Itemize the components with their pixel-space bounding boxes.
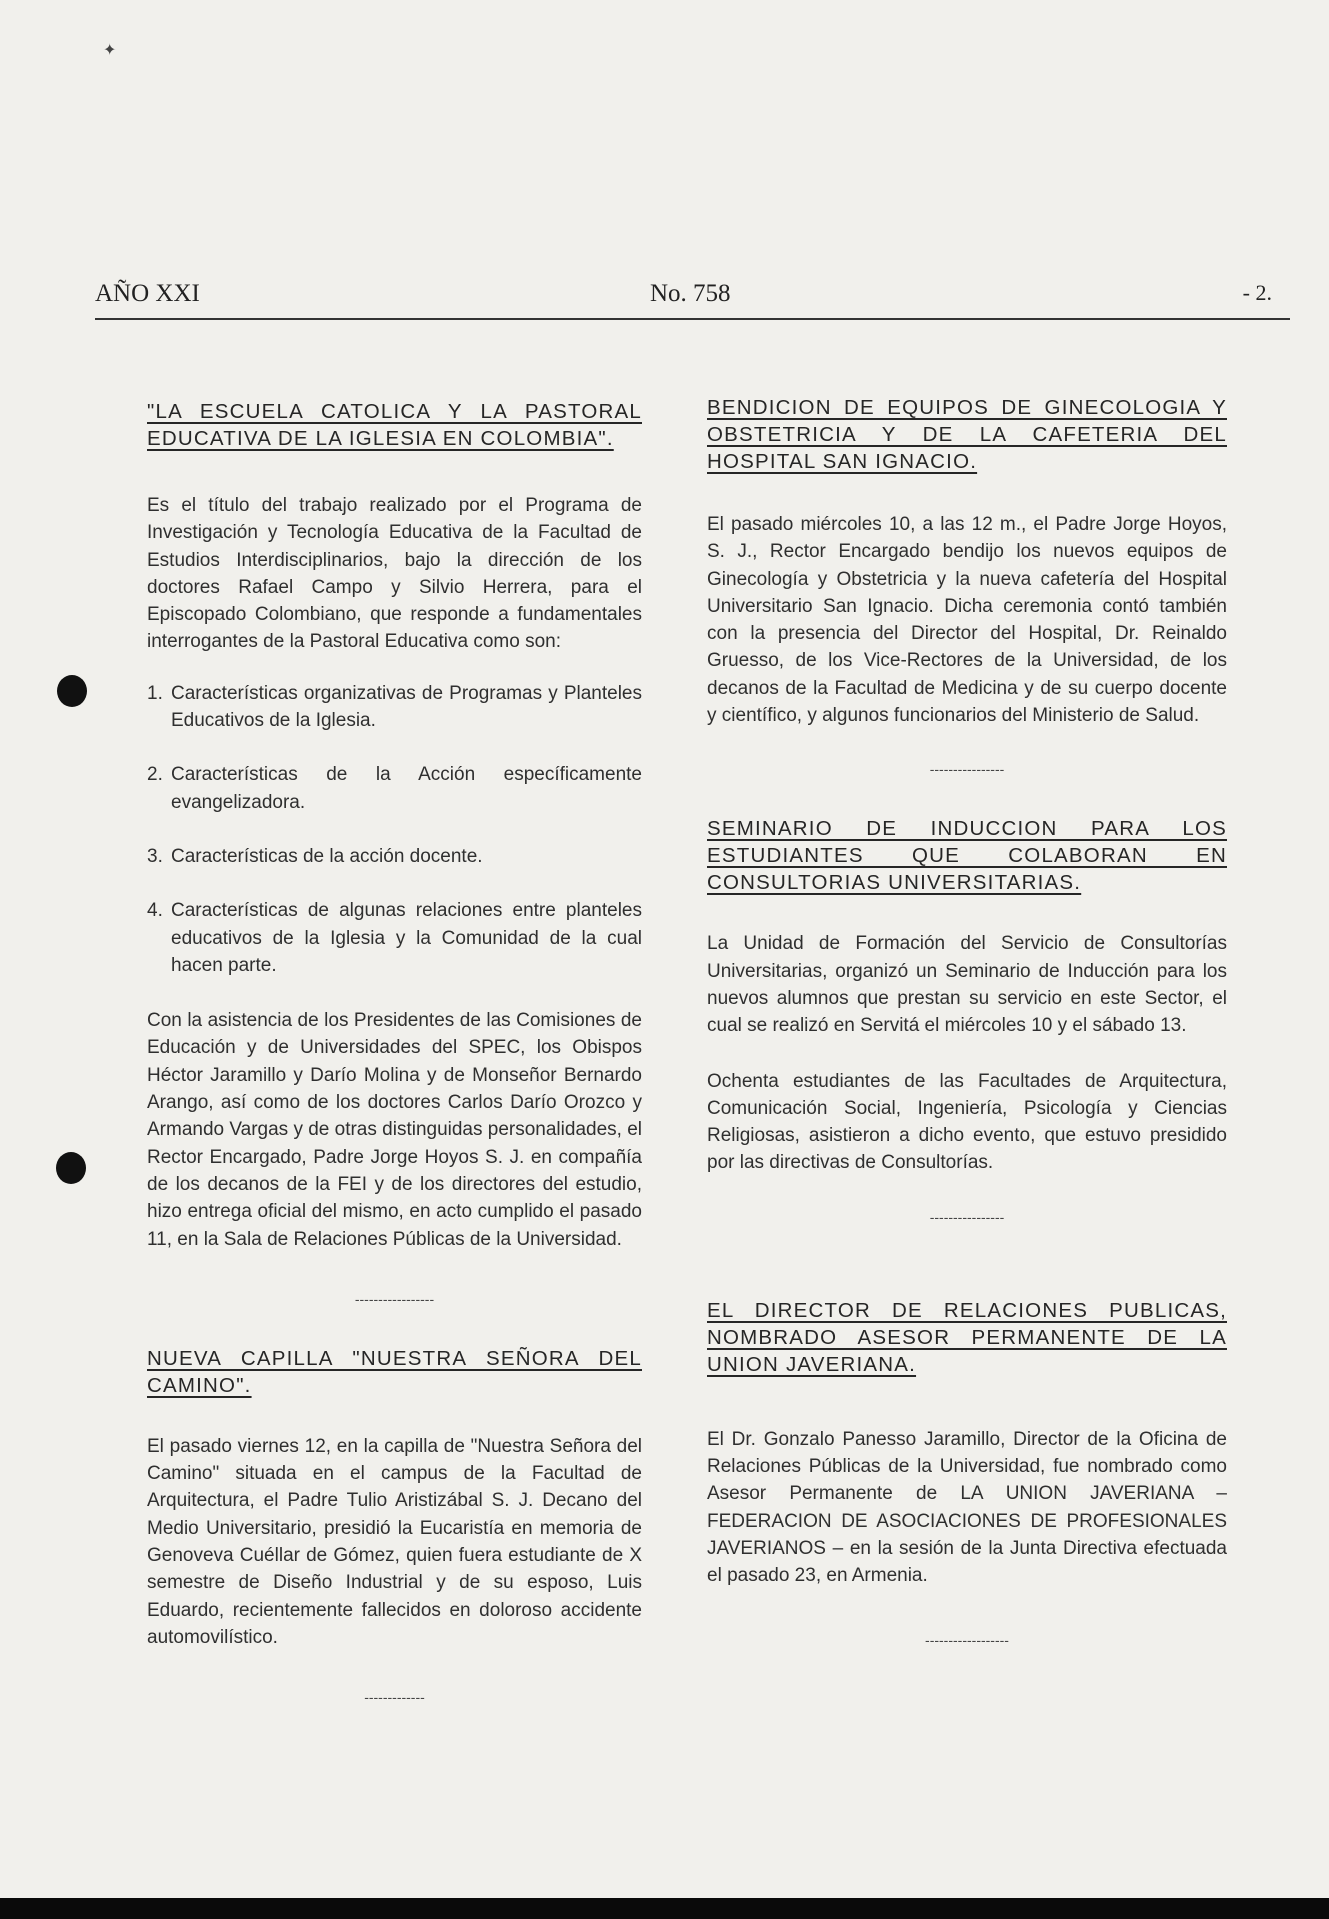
article-body-nueva-capilla: El pasado viernes 12, en la capilla de "Nuestra Señora del Camino" situada en el campus de la Facultad de Arquitectura, el Padre Tulio Aristizábal S. J. Decano del Medio Universitario, presidió la Eucaristía en memoria de Genoveva Cuéllar de Gómez, quien fuera estudiante de X semestre de Diseño Industrial y de su esposo, Luis Eduardo, recientemente fallecidos en doloroso accidente automovilístico. (147, 1435, 642, 1648)
article-body-seminario-induccion-1: La Unidad de Formación del Servicio de Consultorías Universitarias, organizó un Seminario de Inducción para los nuevos alumnos que prestan su servicio en este Sector, el cual se realizó en Servitá el miércoles 10 y el sábado 13. (707, 933, 1227, 1037)
list-item: 4. Características de algunas relaciones entre planteles educativos de la Iglesia y la Comunidad de la cual hacen parte. (147, 900, 642, 976)
list-item: 2. Características de la Acción específicamente evangelizadora. (147, 764, 642, 813)
left-column (147, 398, 642, 1707)
punch-hole-lower (56, 1152, 86, 1184)
article-title-director-relaciones: EL DIRECTOR DE RELACIONES PUBLICAS, NOMBRADO ASESOR PERMANENTE DE LA UNION JAVERIANA. (707, 1298, 1227, 1376)
article-separator: ---------------- (929, 1208, 1005, 1225)
article-separator: ----------------- (354, 1290, 435, 1307)
punch-hole-upper (57, 675, 87, 707)
article-title-escuela-catolica: "LA ESCUELA CATOLICA Y LA PASTORAL EDUCATIVA DE LA IGLESIA EN COLOMBIA". (147, 400, 642, 450)
article-separator: ------------- (364, 1689, 425, 1706)
article-body-seminario-induccion-2: Ochenta estudiantes de las Facultades de Arquitectura, Comunicación Social, Ingeniería, Psicología y Ciencias Religiosas, asistieron a dicho evento, que estuvo presidido por las directivas de Consultorías. (707, 1070, 1227, 1174)
header-year: AÑO XXI (95, 280, 200, 307)
article-title-bendicion-equipos: BENDICION DE EQUIPOS DE GINECOLOGIA Y OBSTETRICIA Y DE LA CAFETERIA DEL HOSPITAL SAN IGNACIO. (707, 396, 1227, 473)
pastoral-questions-list (147, 680, 642, 979)
article-separator: ---------------- (929, 761, 1005, 778)
article-closing-escuela-catolica: Con la asistencia de los Presidentes de las Comisiones de Educación y de Universidades del SPEC, los Obispos Héctor Jaramillo y Darío Molina y de Monseñor Bernardo Arango, así como de los doctores Carlos Darío Orozco y Armando Vargas y de otras distinguidas personalidades, el Rector Encargado, Padre Jorge Hoyos S. J. en compañía de los decanos de la FEI y de los directores del estudio, hizo entrega oficial del mismo, en acto cumplido el pasado 11, en la Sala de Relaciones Públicas de la Universidad. (147, 1010, 642, 1250)
article-title-seminario-induccion: SEMINARIO DE INDUCCION PARA LOS ESTUDIANTES QUE COLABORAN EN CONSULTORIAS UNIVERSITARIAS. (707, 817, 1227, 895)
article-separator: ------------------ (925, 1631, 1009, 1648)
scan-speck: ✦ (103, 42, 117, 59)
article-title-nueva-capilla: NUEVA CAPILLA "NUESTRA SEÑORA DEL CAMINO". (147, 1346, 642, 1397)
article-intro-escuela-catolica: Es el título del trabajo realizado por el Programa de Investigación y Tecnología Educativa de la Facultad de Estudios Interdisciplinarios, bajo la dirección de los doctores Rafael Campo y Silvio Herrera, para el Episcopado Colombiano, que responde a fundamentales interrogantes de la Pastoral Educativa como son: (147, 495, 642, 653)
header-page-number: - 2. (1242, 280, 1272, 305)
header-issue-number: No. 758 (650, 280, 731, 307)
header-rule (95, 318, 1290, 320)
article-body-director-relaciones: El Dr. Gonzalo Panesso Jaramillo, Director de la Oficina de Relaciones Públicas de la Universidad, fue nombrado como Asesor Permanente de LA UNION JAVERIANA – FEDERACION DE ASOCIACIONES DE PROFESIONALES JAVERIANOS – en la sesión de la Junta Directiva efectuada el pasado 23, en Armenia. (707, 1428, 1227, 1587)
page-header (95, 280, 1290, 320)
right-column (707, 394, 1227, 1650)
scan-bottom-edge (0, 1898, 1329, 1919)
list-item: 1. Características organizativas de Programas y Planteles Educativos de la Iglesia. (147, 682, 642, 732)
list-item: 3. Características de la acción docente. (147, 845, 483, 867)
article-body-bendicion-equipos: El pasado miércoles 10, a las 12 m., el Padre Jorge Hoyos, S. J., Rector Encargado bendijo los nuevos equipos de Ginecología y Obstetricia y la nueva cafetería del Hospital Universitario San Ignacio. Dicha ceremonia contó también con la presencia del Director del Hospital, Dr. Reinaldo Gruesso, de los Vice-Rectores de la Universidad, de los decanos de la Facultad de Medicina y de su cuerpo docente y científico, y algunos funcionarios del Ministerio de Salud. (707, 514, 1227, 727)
